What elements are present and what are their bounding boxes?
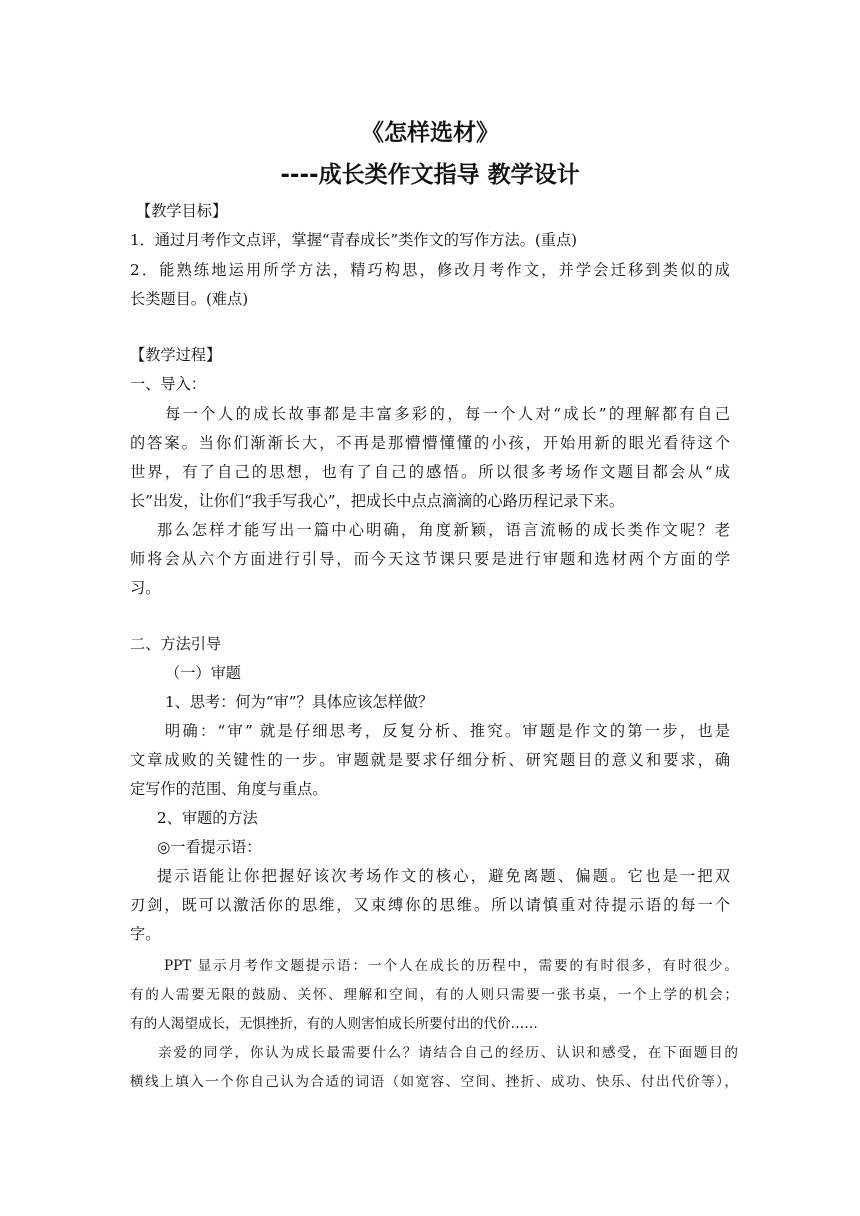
section-heading-goals: 【教学目标】 bbox=[136, 202, 228, 220]
paragraph-line: 每一个人的成长故事都是丰富多彩的，每一个人对“成长”的理解都有自己 bbox=[165, 405, 730, 423]
paragraph-line: 文章成败的关键性的一步。审题就是要求仔细分析、研究题目的意义和要求，确 bbox=[130, 751, 730, 769]
section-heading-process: 【教学过程】 bbox=[130, 346, 222, 364]
subheading-review-methods: 2、审题的方法 bbox=[157, 809, 258, 827]
subheading-intro: 一、导入： bbox=[130, 375, 206, 393]
ppt-prompt-line: 有的人需要无限的鼓励、关怀、理解和空间，有的人则只需要一张书桌，一个上学的机会； bbox=[130, 987, 738, 1003]
goal-item-2: 2．能熟练地运用所学方法，精巧构思，修改月考作文，并学会迁移到类似的成 bbox=[130, 261, 730, 279]
goal-item-1: 1．通过月考作文点评，掌握“青春成长”类作文的写作方法。(重点) bbox=[130, 231, 578, 249]
document-title: 《怎样选材》 bbox=[361, 120, 499, 146]
goal-item-2-cont: 长类题目。(难点) bbox=[130, 290, 249, 308]
subheading-prompt: ◎一看提示语： bbox=[157, 838, 262, 856]
paragraph-line: 刃剑，既可以激活你的思维，又束缚你的思维。所以请慎重对待提示语的每一个 bbox=[130, 896, 730, 914]
paragraph-line: 的答案。当你们渐渐长大，不再是那懵懵懂懂的小孩，开始用新的眼光看待这个 bbox=[130, 434, 730, 452]
subheading-method: 二、方法引导 bbox=[130, 635, 222, 653]
paragraph-line: 那么怎样才能写出一篇中心明确，角度新颖，语言流畅的成长类作文呢？老 bbox=[157, 521, 730, 539]
paragraph-line: 长”出发，让你们“我手写我心”，把成长中点点滴滴的心路历程记录下来。 bbox=[130, 492, 625, 510]
ppt-prompt-line: 有的人渴望成长，无惧挫折，有的人则害怕成长所要付出的代价…… bbox=[130, 1016, 538, 1032]
paragraph-line: 明确：“审” 就是仔细思考，反复分析、推究。审题是作文的第一步，也是 bbox=[165, 722, 730, 740]
task-line: 横线上填入一个你自己认为合适的词语（如宽容、空间、挫折、成功、快乐、付出代价等）， bbox=[130, 1074, 738, 1090]
task-line: 亲爱的同学，你认为成长最需要什么？请结合自己的经历、认识和感受，在下面题目的 bbox=[158, 1045, 738, 1061]
paragraph-line: 世界，有了自己的思想，也有了自己的感悟。所以很多考场作文题目都会从“成 bbox=[130, 463, 730, 481]
document-subtitle: ----成长类作文指导 教学设计 bbox=[280, 162, 580, 188]
paragraph-line: 习。 bbox=[130, 579, 161, 597]
subheading-review: （一）审题 bbox=[165, 664, 241, 682]
ppt-prompt-line: PPT 显示月考作文题提示语：一个人在成长的历程中，需要的有时很多，有时很少。 bbox=[164, 958, 738, 974]
question-line: 1、思考：何为“审”？具体应该怎样做？ bbox=[165, 693, 434, 711]
paragraph-line: 师将会从六个方面进行引导，而今天这节课只要是进行审题和选材两个方面的学 bbox=[130, 550, 730, 568]
paragraph-line: 字。 bbox=[130, 925, 161, 943]
paragraph-line: 定写作的范围、角度与重点。 bbox=[130, 780, 328, 798]
paragraph-line: 提示语能让你把握好该次考场作文的核心，避免离题、偏题。它也是一把双 bbox=[157, 867, 730, 885]
